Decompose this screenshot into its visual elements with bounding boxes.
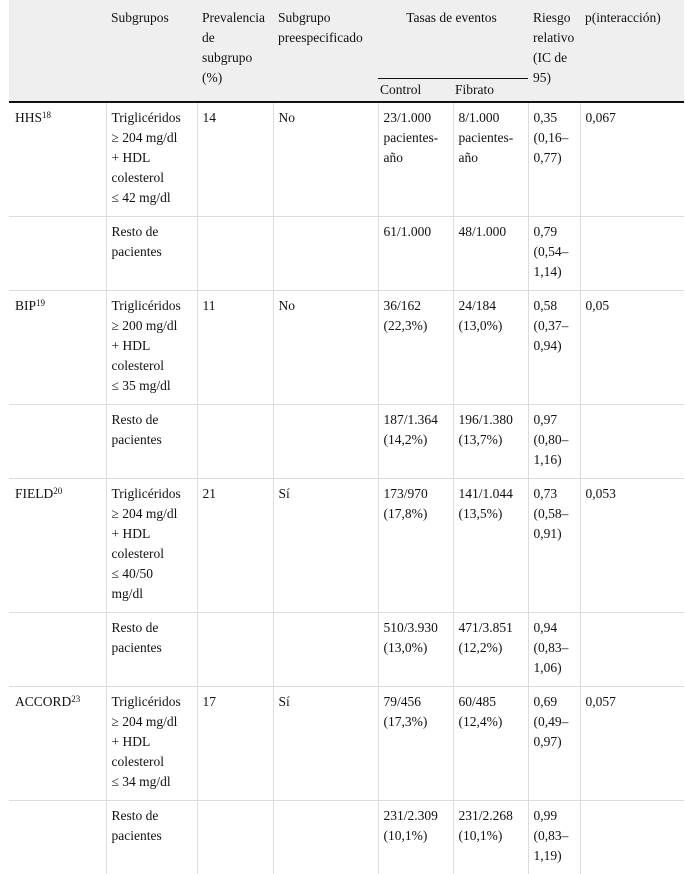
text-line: colesterol (112, 168, 194, 188)
text-line: pacientes (112, 826, 194, 846)
header-study (9, 0, 106, 102)
header-control: Control (378, 79, 453, 103)
text-line: (10,1%) (459, 826, 525, 846)
text-line: 95) (533, 68, 577, 88)
text-line: colesterol (112, 356, 194, 376)
text-line: (0,83– (534, 638, 577, 658)
relative-risk-cell (528, 479, 580, 613)
text-line: ≤ 42 mg/dl (112, 188, 194, 208)
text-line: (0,16– (534, 128, 577, 148)
prespecified-cell: No (273, 102, 378, 217)
table-row (9, 801, 684, 874)
study-name-cell (9, 613, 106, 687)
p-interaction-cell: 0,057 (580, 687, 684, 801)
text-line: pacientes- (384, 128, 450, 148)
header-interaccion: p(interacción) (580, 0, 684, 102)
text-line: pacientes (112, 638, 194, 658)
text-line: de (202, 28, 270, 48)
prespecified-cell (273, 801, 378, 874)
text-line: + HDL (112, 524, 194, 544)
text-line: relativo (533, 28, 577, 48)
text-line: (17,3%) (384, 712, 450, 732)
relative-risk-cell (528, 405, 580, 479)
subgroup-cell (106, 405, 197, 479)
text-line: 23/1.000 (384, 108, 450, 128)
study-name-cell (9, 217, 106, 291)
text-line: (14,2%) (384, 430, 450, 450)
study-name: HHS (15, 110, 42, 125)
text-line: Triglicéridos (112, 484, 194, 504)
subgroup-cell (106, 217, 197, 291)
fibrate-rate-cell (453, 217, 528, 291)
prevalence-cell: 14 (197, 102, 273, 217)
text-line: 1,16) (534, 450, 577, 470)
prespecified-cell: No (273, 291, 378, 405)
subgroup-cell (106, 687, 197, 801)
prespecified-cell: Sí (273, 479, 378, 613)
text-line: ≥ 204 mg/dl (112, 504, 194, 524)
text-line: Triglicéridos (112, 296, 194, 316)
fibrate-rate-cell (453, 102, 528, 217)
control-rate-cell (378, 291, 453, 405)
text-line: (0,54– (534, 242, 577, 262)
fibrate-rate-cell (453, 687, 528, 801)
text-line: ≤ 35 mg/dl (112, 376, 194, 396)
study-name-cell (9, 405, 106, 479)
text-line: pacientes (112, 242, 194, 262)
study-name-cell (9, 102, 106, 217)
prevalence-cell (197, 613, 273, 687)
text-line: 0,94) (534, 336, 577, 356)
relative-risk-cell (528, 217, 580, 291)
text-line: (0,58– (534, 504, 577, 524)
text-line: (13,5%) (459, 504, 525, 524)
text-line: + HDL (112, 148, 194, 168)
text-line: (IC de (533, 48, 577, 68)
table-row (9, 291, 684, 405)
p-interaction-cell (580, 613, 684, 687)
study-reference: 20 (53, 486, 62, 496)
table-row (9, 613, 684, 687)
control-rate-cell (378, 479, 453, 613)
text-line: (13,7%) (459, 430, 525, 450)
text-line: 141/1.044 (459, 484, 525, 504)
text-line: ≥ 200 mg/dl (112, 316, 194, 336)
relative-risk-cell (528, 801, 580, 874)
fibrate-rate-cell (453, 801, 528, 874)
control-rate-cell (378, 102, 453, 217)
study-name: BIP (15, 298, 36, 313)
header-subgrupos: Subgrupos (106, 0, 197, 102)
header-prevalencia (197, 0, 273, 102)
text-line: (17,8%) (384, 504, 450, 524)
text-line: 1,19) (534, 846, 577, 866)
study-name-cell (9, 291, 106, 405)
text-line: ≤ 34 mg/dl (112, 772, 194, 792)
study-name-cell (9, 801, 106, 874)
text-line: 24/184 (459, 296, 525, 316)
text-line: 0,97) (534, 732, 577, 752)
text-line: preespecificado (278, 28, 375, 48)
text-line: 60/485 (459, 692, 525, 712)
p-interaction-cell: 0,067 (580, 102, 684, 217)
text-line: ≥ 204 mg/dl (112, 712, 194, 732)
control-rate-cell (378, 405, 453, 479)
text-line: Resto de (112, 806, 194, 826)
text-line: pacientes- (459, 128, 525, 148)
text-line: + HDL (112, 336, 194, 356)
subgroup-cell (106, 291, 197, 405)
text-line: ≤ 40/50 (112, 564, 194, 584)
header-fibrato: Fibrato (453, 79, 528, 103)
control-rate-cell (378, 613, 453, 687)
relative-risk-cell (528, 687, 580, 801)
text-line: 0,79 (534, 222, 577, 242)
text-line: 61/1.000 (384, 222, 450, 242)
text-line: 36/162 (384, 296, 450, 316)
study-name-cell (9, 479, 106, 613)
table-row (9, 479, 684, 613)
text-line: 8/1.000 (459, 108, 525, 128)
text-line: (0,80– (534, 430, 577, 450)
p-interaction-cell (580, 217, 684, 291)
text-line: 0,91) (534, 524, 577, 544)
relative-risk-cell (528, 613, 580, 687)
text-line: 231/2.268 (459, 806, 525, 826)
header-tasas: Tasas de eventos (378, 0, 528, 79)
text-line: Resto de (112, 618, 194, 638)
text-line: (22,3%) (384, 316, 450, 336)
control-rate-cell (378, 217, 453, 291)
text-line: 0,94 (534, 618, 577, 638)
text-line: + HDL (112, 732, 194, 752)
text-line: (13,0%) (459, 316, 525, 336)
text-line: Resto de (112, 222, 194, 242)
p-interaction-cell: 0,05 (580, 291, 684, 405)
p-interaction-cell (580, 405, 684, 479)
text-line: 196/1.380 (459, 410, 525, 430)
header-riesgo (528, 0, 580, 102)
subgroup-cell (106, 479, 197, 613)
text-line: (0,49– (534, 712, 577, 732)
study-reference: 19 (36, 298, 45, 308)
prespecified-cell (273, 613, 378, 687)
prevalence-cell: 17 (197, 687, 273, 801)
text-line: (12,4%) (459, 712, 525, 732)
study-name: ACCORD (15, 694, 71, 709)
table-row (9, 217, 684, 291)
text-line: (0,83– (534, 826, 577, 846)
text-line: 231/2.309 (384, 806, 450, 826)
study-reference: 23 (71, 694, 80, 704)
study-reference: 18 (42, 110, 51, 120)
text-line: (12,2%) (459, 638, 525, 658)
prespecified-cell: Sí (273, 687, 378, 801)
prespecified-cell (273, 217, 378, 291)
subgroup-results-table (9, 0, 684, 874)
prevalence-cell (197, 801, 273, 874)
text-line: pacientes (112, 430, 194, 450)
text-line: Prevalencia (202, 8, 270, 28)
relative-risk-cell (528, 102, 580, 217)
text-line: (0,37– (534, 316, 577, 336)
subgroup-cell (106, 102, 197, 217)
text-line: 0,97 (534, 410, 577, 430)
text-line: 187/1.364 (384, 410, 450, 430)
text-line: colesterol (112, 752, 194, 772)
text-line: (10,1%) (384, 826, 450, 846)
text-line: Resto de (112, 410, 194, 430)
fibrate-rate-cell (453, 479, 528, 613)
prespecified-cell (273, 405, 378, 479)
text-line: Triglicéridos (112, 692, 194, 712)
p-interaction-cell: 0,053 (580, 479, 684, 613)
study-name: FIELD (15, 486, 53, 501)
p-interaction-cell (580, 801, 684, 874)
text-line: 1,06) (534, 658, 577, 678)
text-line: colesterol (112, 544, 194, 564)
prevalence-cell: 11 (197, 291, 273, 405)
prevalence-cell (197, 405, 273, 479)
text-line: mg/dl (112, 584, 194, 604)
table-row (9, 405, 684, 479)
fibrate-rate-cell (453, 291, 528, 405)
control-rate-cell (378, 801, 453, 874)
relative-risk-cell (528, 291, 580, 405)
text-line: Triglicéridos (112, 108, 194, 128)
text-line: 1,14) (534, 262, 577, 282)
text-line: (%) (202, 68, 270, 88)
header-preespecificado (273, 0, 378, 102)
fibrate-rate-cell (453, 613, 528, 687)
table-header (9, 0, 684, 102)
table-row (9, 687, 684, 801)
text-line: Riesgo (533, 8, 577, 28)
fibrate-rate-cell (453, 405, 528, 479)
text-line: ≥ 204 mg/dl (112, 128, 194, 148)
text-line: 48/1.000 (459, 222, 525, 242)
table-row (9, 102, 684, 217)
subgroup-cell (106, 801, 197, 874)
text-line: (13,0%) (384, 638, 450, 658)
text-line: año (384, 148, 450, 168)
text-line: 0,77) (534, 148, 577, 168)
text-line: 471/3.851 (459, 618, 525, 638)
text-line: 0,35 (534, 108, 577, 128)
text-line: 0,73 (534, 484, 577, 504)
text-line: 173/970 (384, 484, 450, 504)
text-line: 0,99 (534, 806, 577, 826)
study-name-cell (9, 687, 106, 801)
text-line: 0,69 (534, 692, 577, 712)
prevalence-cell: 21 (197, 479, 273, 613)
text-line: 79/456 (384, 692, 450, 712)
control-rate-cell (378, 687, 453, 801)
text-line: Subgrupo (278, 8, 375, 28)
prevalence-cell (197, 217, 273, 291)
subgroup-cell (106, 613, 197, 687)
text-line: subgrupo (202, 48, 270, 68)
table-body (9, 102, 684, 874)
text-line: 0,58 (534, 296, 577, 316)
text-line: año (459, 148, 525, 168)
text-line: 510/3.930 (384, 618, 450, 638)
